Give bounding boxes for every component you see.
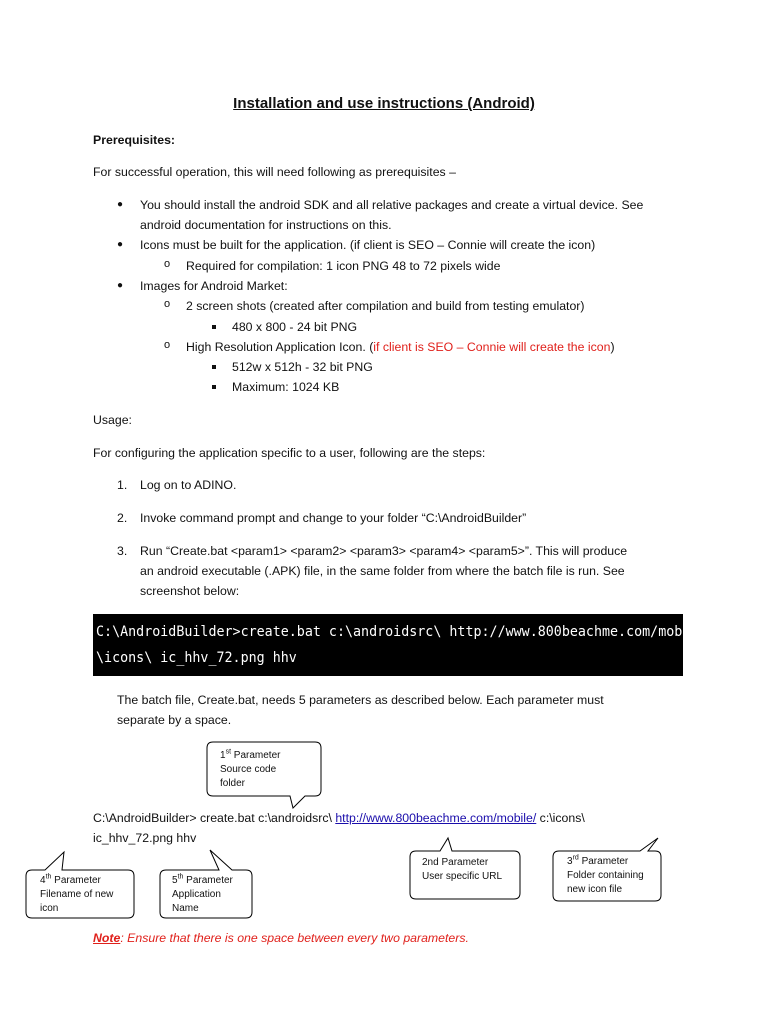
icons-bullet: Icons must be built for the application. (if client is SEO – Connie will create the icon): [140, 238, 596, 252]
prerequisites-heading: Prerequisites:: [93, 133, 176, 147]
document-title: Installation and use instructions (Android): [233, 95, 535, 112]
usage-intro: For configuring the application specific to a user, following are the steps:: [93, 446, 486, 460]
command-line-2: ic_hhv_72.png hhv: [93, 831, 197, 845]
note-label: Note: [93, 931, 121, 945]
hires-sub-2: Maximum: 1024 KB: [232, 380, 340, 394]
note: [93, 931, 469, 945]
url-link[interactable]: http://www.800beachme.com/mobile/: [335, 811, 537, 825]
step-number: 1.: [117, 478, 128, 492]
bullet-dot: ●: [117, 239, 124, 250]
bullet-dot: ●: [117, 199, 124, 210]
bullet-dot: ●: [117, 280, 124, 291]
circle-bullet: o: [164, 258, 171, 270]
hires-sub-1: 512w x 512h - 32 bit PNG: [232, 360, 373, 374]
market-bullet: Images for Android Market:: [140, 279, 288, 293]
callout-5-text: 5th Parameter Application Name: [172, 873, 233, 914]
step-2: Invoke command prompt and change to your folder “C:\AndroidBuilder”: [140, 511, 527, 525]
batch-desc-line-1: The batch file, Create.bat, needs 5 parameters as described below. Each parameter must: [117, 693, 604, 707]
callout-1-text: 1st Parameter Source code folder: [220, 748, 281, 789]
step-3-line-3: screenshot below:: [140, 584, 240, 598]
callout-4-text: 4th Parameter Filename of new icon: [40, 873, 114, 914]
icons-sub-bullet: Required for compilation: 1 icon PNG 48 to 72 pixels wide: [186, 259, 501, 273]
console-line-2: \icons\ ic_hhv_72.png hhv: [96, 650, 297, 666]
hires-bullet: High Resolution Application Icon. (if client is SEO – Connie will create the icon): [186, 340, 615, 354]
step-1: Log on to ADINO.: [140, 478, 237, 492]
sdk-line-1: You should install the android SDK and all relative packages and create a virtual device. See: [140, 198, 644, 212]
sdk-line-2: android documentation for instructions on this.: [140, 218, 392, 232]
batch-desc-line-2: separate by a space.: [117, 713, 232, 727]
screens-bullet: 2 screen shots (created after compilation and build from testing emulator): [186, 299, 585, 313]
prerequisites-intro: For successful operation, this will need following as prerequisites –: [93, 165, 456, 179]
callout-3-text: 3rd Parameter Folder containing new icon file: [567, 854, 644, 895]
step-3-line-2: an android executable (.APK) file, in the same folder from where the batch file is run. See: [140, 564, 625, 578]
circle-bullet: o: [164, 339, 171, 351]
circle-bullet: o: [164, 298, 171, 310]
console-line-1: C:\AndroidBuilder>create.bat c:\androidsrc\ http://www.800beachme.com/mobile/ c:: [96, 624, 739, 640]
note-text: : Ensure that there is one space between every two parameters.: [120, 931, 469, 945]
callout-2-text: 2nd Parameter User specific URL: [422, 857, 503, 882]
usage-heading: Usage:: [93, 413, 132, 427]
step-number: 3.: [117, 544, 128, 558]
command-line-1: C:\AndroidBuilder> create.bat c:\androidsrc\ http://www.800beachme.com/mobile/ c:\icons\: [93, 811, 585, 825]
step-3-line-1: Run “Create.bat <param1> <param2> <param3> <param4> <param5>”. This will produce: [140, 544, 628, 558]
screens-sub-bullet: 480 x 800 - 24 bit PNG: [232, 320, 358, 334]
step-number: 2.: [117, 511, 128, 525]
